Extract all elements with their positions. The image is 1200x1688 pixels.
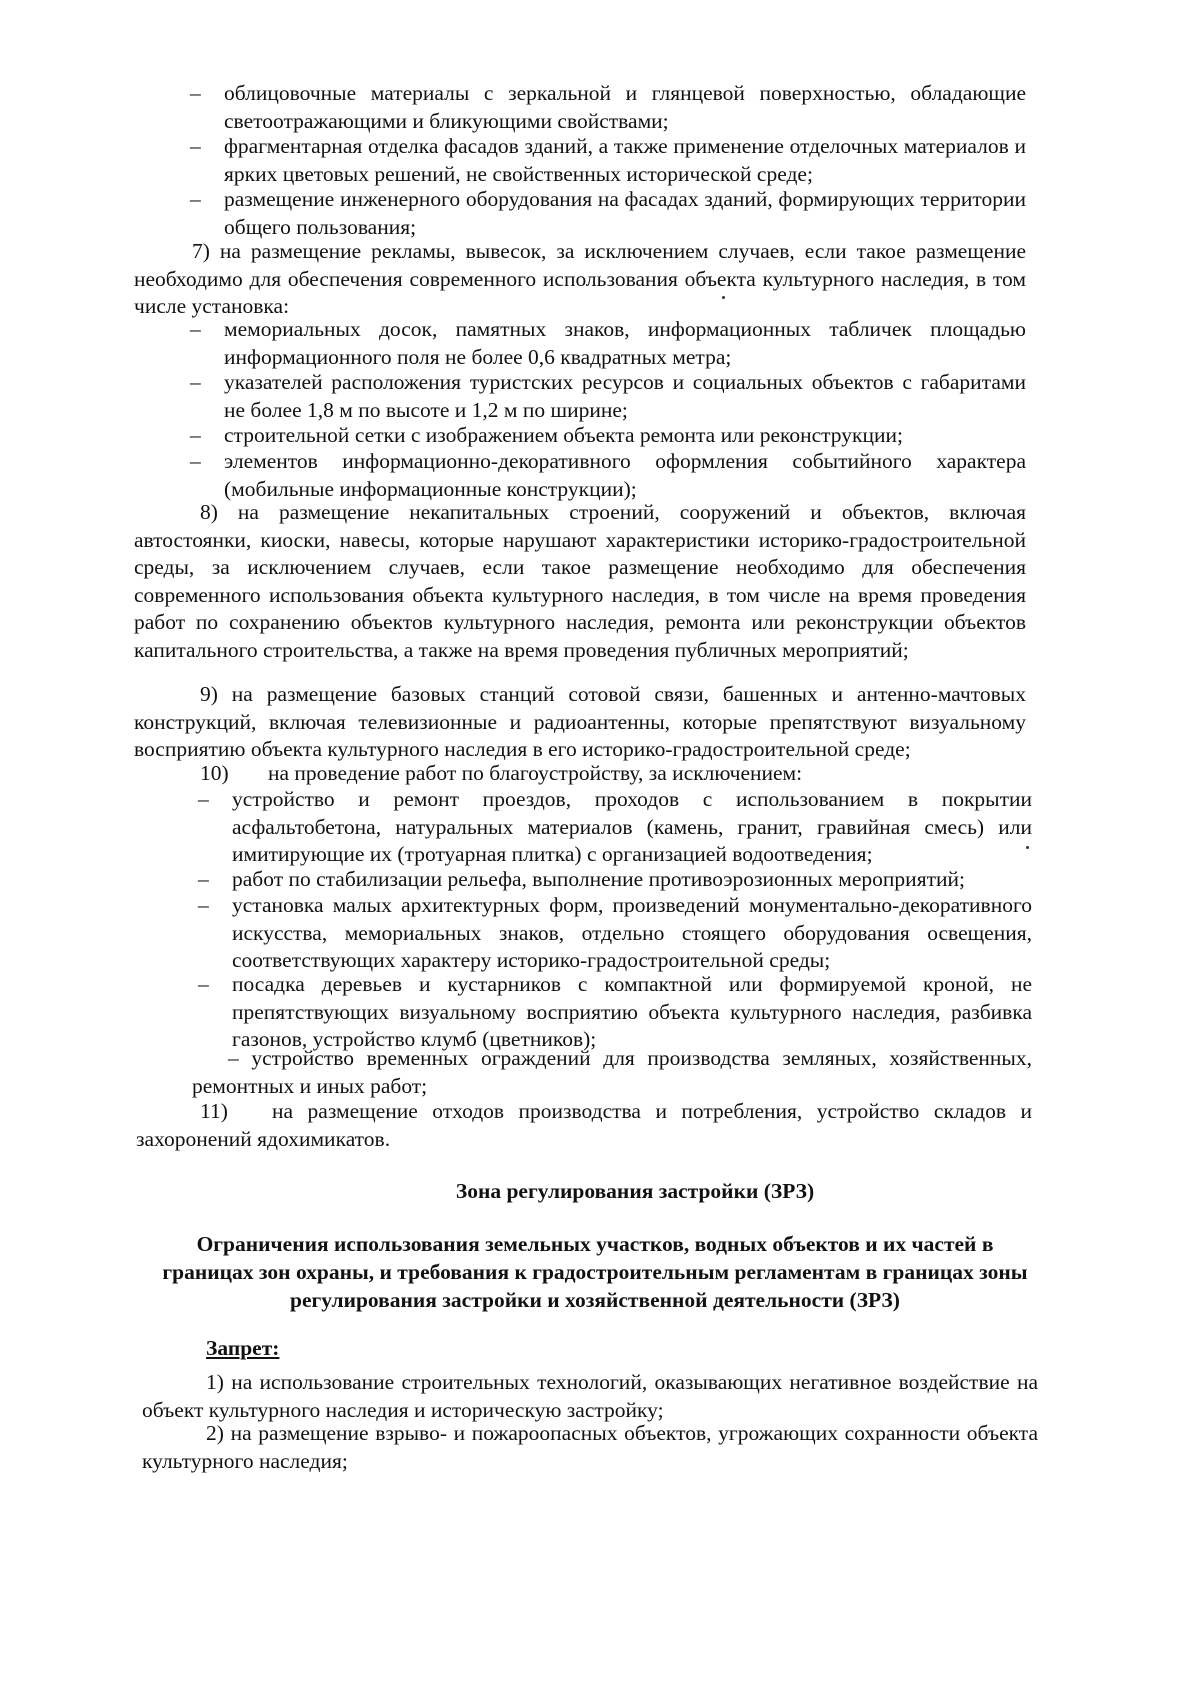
ban-item: 1) на использование строительных технологий, оказывающих негативное воздействие на объект культурного наследия и историческую застройку; <box>142 1370 1038 1422</box>
list-item-text: размещение инженерного оборудования на фасадах зданий, формирующих территории общего пользования; <box>224 187 1026 239</box>
list-item-text: строительной сетки с изображением объекта ремонта или реконструкции; <box>224 423 903 447</box>
list-item-text: облицовочные материалы с зеркальной и глянцевой поверхностью, обладающие светоотражающими и бликующими свойствами; <box>224 81 1026 133</box>
dash-marker: – <box>198 972 209 996</box>
ban-item: 2) на размещение взрыво- и пожароопасных объектов, угрожающих сохранности объекта культурного наследия; <box>142 1421 1038 1473</box>
item-10-number: 10) <box>200 761 229 785</box>
dash-marker: – <box>190 317 201 341</box>
paragraph-item-11: на размещение отходов производства и потребления, устройство складов и захоронений ядохимикатов. <box>136 1099 1032 1151</box>
list-item <box>198 892 1032 975</box>
dash-marker: – <box>198 867 209 891</box>
list-item <box>190 133 1026 188</box>
list-item-text: элементов информационно-декоративного оформления событийного характера (мобильные информационные конструкции); <box>224 449 1026 501</box>
list-item <box>198 971 1032 1054</box>
restrictions-title: Ограничения использования земельных участков, водных объектов и их частей в границах зон охраны, и требования к градостроительным регламентам в границах зоны регулирования застройки и хозяйственной деятельности (ЗРЗ) <box>162 1232 1028 1312</box>
paragraph-item-7: 7) на размещение рекламы, вывесок, за исключением случаев, если такое размещение необходимо для обеспечения современного использования объекта культурного наследия, в том числе установка: <box>134 239 1026 318</box>
list-item-text: фрагментарная отделка фасадов зданий, а также применение отделочных материалов и ярких цветовых решений, не свойственных исторической среде; <box>224 134 1026 186</box>
list-item-text: установка малых архитектурных форм, произведений монументально-декоративного искусства, мемориальных знаков, отдельно стоящего оборудования освещения, соответствующих характеру историко-градостроительной среды; <box>232 893 1032 972</box>
list-item: – устройство временных ограждений для производства земляных, хозяйственных, ремонтных и иных работ; <box>192 1046 1032 1098</box>
list-item <box>190 316 1026 371</box>
list-item-text: мемориальных досок, памятных знаков, информационных табличек площадью информационного поля не более 0,6 квадратных метра; <box>224 317 1026 369</box>
item-11-number: 11) <box>200 1099 228 1123</box>
list-item <box>190 186 1026 241</box>
list-item-text: устройство и ремонт проездов, проходов с использованием в покрытии асфальтобетона, натуральных материалов (камень, гранит, гравийная смесь) или имитирующие их (тротуарная плитка) с организацией водоотведения; <box>232 787 1032 866</box>
item-10-text: на проведение работ по благоустройству, за исключением: <box>268 761 803 785</box>
list-item-text: работ по стабилизации рельефа, выполнение противоэрозионных мероприятий; <box>232 867 965 891</box>
scan-speck <box>1026 846 1029 849</box>
ban-label: Запрет: <box>206 1336 280 1360</box>
paragraph-item-9: 9) на размещение базовых станций сотовой связи, башенных и антенно-мачтовых конструкций, включая телевизионные и радиоантенны, которые препятствуют визуальному восприятию объекта культурного наследия в его историко-градостроительной среде; <box>134 682 1026 761</box>
dash-marker: – <box>190 423 201 447</box>
dash-marker: – <box>198 893 209 917</box>
list-item <box>190 369 1026 424</box>
list-item-text: указателей расположения туристских ресурсов и социальных объектов с габаритами не более 1,8 м по высоте и 1,2 м по ширине; <box>224 370 1026 422</box>
dash-marker: – <box>198 787 209 811</box>
dash-marker: – <box>190 449 201 473</box>
list-item <box>190 80 1026 135</box>
dash-marker: – <box>190 370 201 394</box>
zone-title: Зона регулирования застройки (ЗРЗ) <box>455 1179 815 1203</box>
dash-marker: – <box>190 134 201 158</box>
list-item <box>190 422 1026 450</box>
scan-speck <box>722 296 725 299</box>
paragraph-item-8: 8) на размещение некапитальных строений, сооружений и объектов, включая автостоянки, киоски, навесы, которые нарушают характеристики историко-градостроительной среды, за исключением случаев, если такое размещение необходимо для обеспечения современного использования объекта культурного наследия, в том числе на время проведения работ по сохранению объектов культурного наследия, ремонта или реконструкции объектов капитального строительства, а также на время проведения публичных мероприятий; <box>134 500 1026 662</box>
list-item <box>190 448 1026 503</box>
list-item <box>198 786 1032 869</box>
list-item-text: посадка деревьев и кустарников с компактной или формируемой кроной, не препятствующих визуальному восприятию объекта культурного наследия, разбивка газонов, устройство клумб (цветников); <box>232 972 1032 1051</box>
dash-marker: – <box>190 187 201 211</box>
list-item <box>198 866 1032 894</box>
dash-marker: – <box>190 81 201 105</box>
